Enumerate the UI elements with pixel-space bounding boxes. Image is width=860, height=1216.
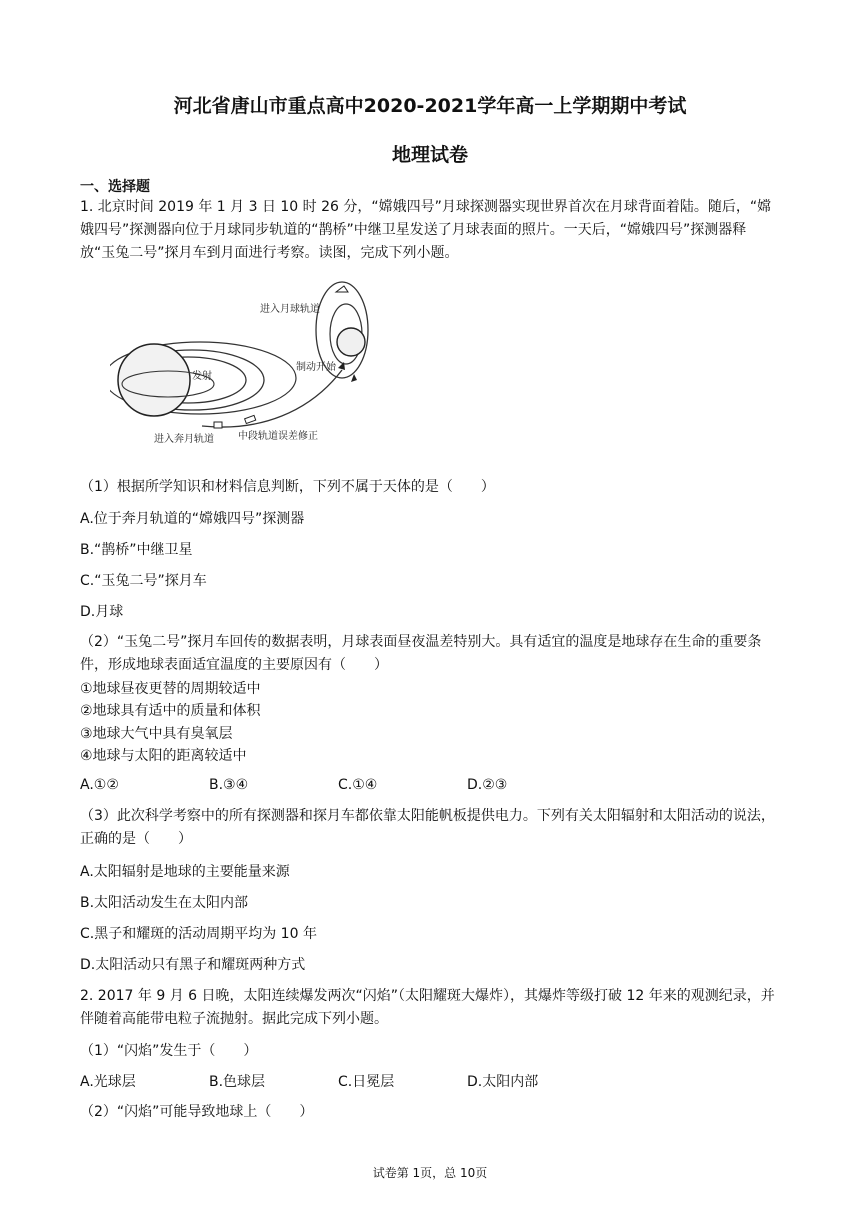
probe-icon-transfer [214, 422, 222, 428]
label-lunar-orbit: 进入月球轨道 [260, 304, 320, 315]
label-launch: 发射 [192, 371, 212, 382]
option-c: C.“玉兔二号”探月车 [80, 573, 207, 589]
probe-icon-correction [245, 415, 256, 423]
earth-icon [118, 344, 190, 416]
document-subtitle: 地理试卷 [391, 144, 468, 166]
label-transfer: 进入奔月轨道 [154, 434, 214, 445]
orbit-diagram [110, 272, 390, 450]
page-footer: 试卷第 1页，总 10页 [372, 1166, 488, 1180]
option-d: D.太阳内部 [467, 1074, 539, 1090]
question-1-1: （1）根据所学知识和材料信息判断，下列不属于天体的是（ ） [80, 479, 495, 495]
options-row-1-2 [80, 777, 780, 793]
option-b: B.“鹊桥”中继卫星 [80, 542, 193, 558]
moon-icon [337, 328, 365, 356]
option-b: B.太阳活动发生在太阳内部 [80, 895, 249, 911]
document-title: 河北省唐山市重点高中2020-2021学年高一上学期期中考试 [173, 95, 687, 117]
options-row-2-1 [80, 1071, 780, 1091]
option-b: B.③④ [209, 777, 249, 793]
question-1-3: （3）此次科学考察中的所有探测器和探月车都依靠太阳能帆板提供电力。下列有关太阳辐射和太阳活动的说法，正确的是（ ） [80, 808, 775, 847]
option-a: A.光球层 [80, 1074, 136, 1090]
option-a: A.位于奔月轨道的“嫦娥四号”探测器 [80, 511, 305, 527]
label-brake: 制动开始 [296, 362, 336, 373]
option-a: A.太阳辐射是地球的主要能量来源 [80, 864, 290, 880]
option-b: B.色球层 [209, 1074, 266, 1090]
option-c: C.①④ [338, 777, 378, 793]
section-heading: 一、选择题 [80, 179, 150, 195]
option-a: A.①② [80, 777, 119, 793]
option-d: D.太阳活动只有黑子和耀斑两种方式 [80, 957, 306, 973]
question-2-stem: 2. 2017 年 9 月 6 日晚，太阳连续爆发两次“闪焰”（太阳耀斑大爆炸），其爆炸等级打破 12 年来的观测纪录，并伴随着高能带电粒子流抛射。据此完成下列小题。 [80, 988, 775, 1027]
option-d: D.②③ [467, 777, 508, 793]
question-2-2: （2）“闪焰”可能导致地球上（ ） [80, 1104, 314, 1120]
option-c: C.黑子和耀斑的活动周期平均为 10 年 [80, 926, 317, 942]
question-2-1: （1）“闪焰”发生于（ ） [80, 1043, 258, 1059]
question-1-stem: 1. 北京时间 2019 年 1 月 3 日 10 时 26 分，“嫦娥四号”月球探测器实现世界首次在月球背面着陆。随后，“嫦娥四号”探测器向位于月球同步轨道的“鹊桥”中继卫星发送了月球表面的照片。一天后，“嫦娥四号”探测器释放“玉兔二号”探月车到月面进行考察。读图，完成下列小题。 [80, 199, 772, 261]
statement-1: ①地球昼夜更替的周期较适中 [80, 681, 261, 697]
option-c: C.日冕层 [338, 1074, 395, 1090]
statement-3: ③地球大气中具有臭氧层 [80, 726, 233, 742]
statement-2: ②地球具有适中的质量和体积 [80, 703, 261, 719]
probe-icon-lunar [336, 286, 348, 292]
question-1-2: （2）“玉兔二号”探月车回传的数据表明，月球表面昼夜温差特别大。具有适宜的温度是地球存在生命的重要条件，形成地球表面适宜温度的主要原因有（ ） [80, 634, 762, 673]
option-d: D.月球 [80, 604, 124, 620]
label-correction: 中段轨道误差修正 [238, 431, 318, 442]
statement-4: ④地球与太阳的距离较适中 [80, 748, 247, 764]
